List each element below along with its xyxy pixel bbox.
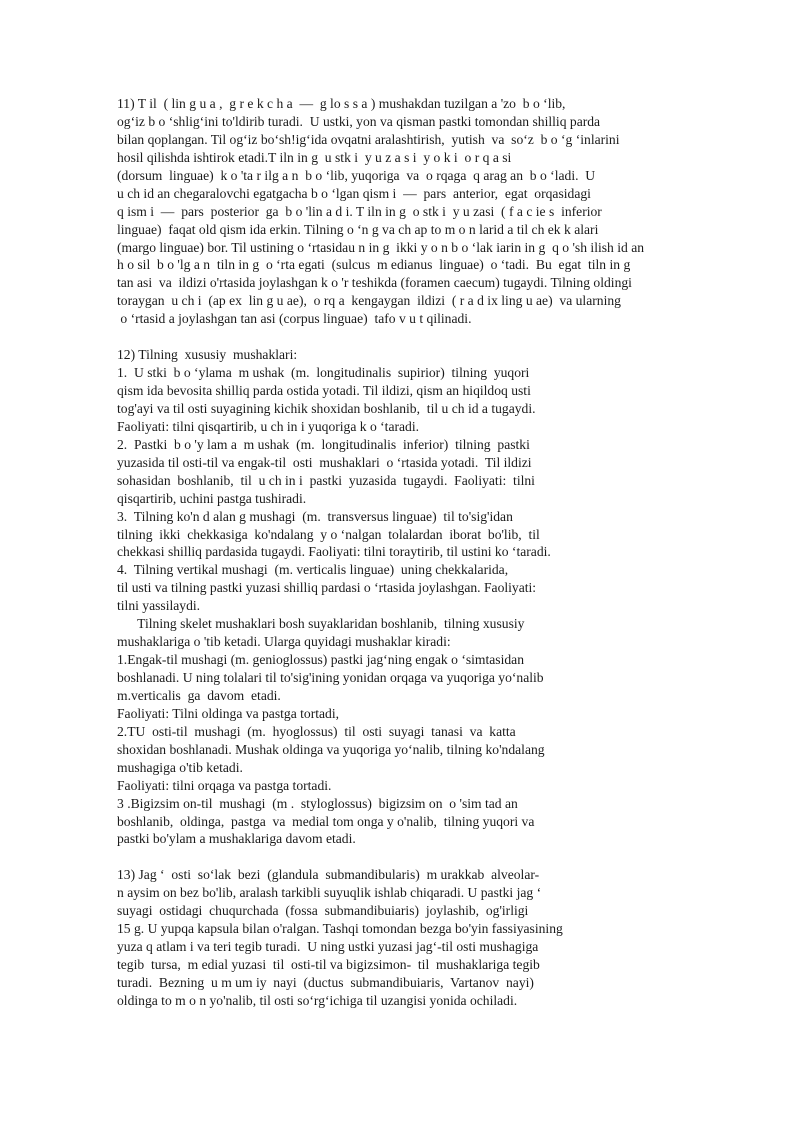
text-line: 15 g. U yupqa kapsula bilan o'ralgan. Tashqi tomondan bezga bo'yin fassiyasining (117, 921, 563, 937)
text-line: m.verticalis ga davom etadi. (117, 687, 281, 703)
text-line: hosil qilishda ishtirok etadi.T iln in g u stk i y u z a s i y o k i o r q a si (117, 149, 512, 165)
document-page (117, 95, 757, 1010)
text-line: o ‘rtasid a joylashgan tan asi (corpus linguae) tafo v u t qilinadi. (117, 311, 472, 327)
text-line: 4. Tilning vertikal mushagi (m. verticalis linguae) uning chekkalarida, (117, 562, 509, 578)
text-line: chekkasi shilliq pardasida tugaydi. Faoliyati: tilni toraytirib, til ustini ko ‘taradi. (117, 544, 551, 560)
text-line: 3 .Bigizsim on-til mushagi (m . styloglossus) bigizsim on o 'sim tad an (117, 795, 518, 811)
text-line: Faoliyati: tilni qisqartirib, u ch in i yuqoriga k o ‘taradi. (117, 418, 420, 434)
text-line: qism ida bevosita shilliq parda ostida yotadi. Til ildizi, qism an hiqildoq usti (117, 383, 531, 398)
text-line: linguae) faqat old qism ida erkin. Tilning o ‘n g va ch ap to m o n larid a til ch ek k alari (117, 221, 599, 237)
text-line: pastki bo'ylam a mushaklariga davom etadi. (117, 831, 356, 847)
text-line: yuzasida til osti-til va engak-til osti mushaklari o ‘rtasida yotadi. Til ildizi (117, 454, 532, 470)
section-12 (117, 346, 757, 848)
text-line: h o sil b o 'lg a n tiln in g o ‘rta egati (sulcus m edianus linguae) o ‘tadi. Bu egat tiln in g (117, 257, 631, 273)
text-line: 2. Pastki b o 'y lam a m ushak (m. longitudinalis inferior) tilning pastki (117, 436, 530, 452)
paragraph-gap (117, 848, 757, 866)
text-line: toraygan u ch i (ap ex lin g u ae), o rq a kengaygan ildizi ( r a d ix ling u ae) va ularning (117, 293, 621, 309)
text-line: 1. U stki b o ‘ylama m ushak (m. longitudinalis supirior) tilning yuqori (117, 365, 530, 381)
text-line: yuza q atlam i va teri tegib turadi. U ning ustki yuzasi jag‘-til osti mushagiga (117, 939, 539, 955)
paragraph-gap (117, 328, 757, 346)
text-line: 2.TU osti-til mushagi (m. hyoglossus) til osti suyagi tanasi va katta (117, 723, 516, 739)
text-line: og‘iz b o ‘shlig‘ini to'ldirib turadi. U ustki, yon va qisman pastki tomondan shilliq parda (117, 113, 601, 129)
text-line: 3. Tilning ko'n d alan g mushagi (m. transversus linguae) til to'sig'idan (117, 508, 513, 524)
text-line: n aysim on bez bo'lib, aralash tarkibli suyuqlik ishlab chiqaradi. U pastki jag ‘ (117, 885, 542, 901)
text-line: 12) Tilning xususiy mushaklari: (117, 347, 298, 363)
text-line: boshlanib, oldinga, pastga va medial tom onga y o'nalib, tilning yuqori va (117, 813, 535, 829)
text-line: qisqartirib, uchini pastga tushiradi. (117, 490, 307, 506)
text-line: tilni yassilaydi. (117, 598, 201, 614)
text-line: oldinga to m o n yo'nalib, til osti so‘rg‘ichiga til uzangisi yonida ochiladi. (117, 992, 518, 1008)
text-line: q ism i — pars posterior ga b o 'lin a d i. T iln in g o stk i y u zasi ( f a c ie s inferior (117, 203, 602, 219)
text-line: 11) T il ( lin g u a , g r e k c h a — g lo s s a ) mushakdan tuzilgan a 'zo b o ‘lib, (117, 96, 566, 111)
text-line: mushaklariga o 'tib ketadi. Ularga quyidagi mushaklar kiradi: (117, 634, 451, 650)
text-line: tog'ayi va til osti suyagining kichik shoxidan boshlanib, til u ch id a tugaydi. (117, 400, 536, 416)
text-line: tilning ikki chekkasiga ko'ndalang y o ‘nalgan tolalardan iborat bo'lib, til (117, 526, 540, 542)
text-line: tan asi va ildizi o'rtasida joylashgan k o 'r teshikda (foramen caecum) tugaydi. Tilning oldingi (117, 275, 632, 291)
text-line: 13) Jag ‘ osti so‘lak bezi (glandula submandibularis) m urakkab alveolar- (117, 867, 540, 883)
text-line: Tilning skelet mushaklari bosh suyaklaridan boshlanib, tilning xususiy (117, 616, 525, 632)
text-line: Faoliyati: Tilni oldinga va pastga tortadi, (117, 705, 340, 721)
section-13 (117, 866, 757, 1010)
text-line: suyagi ostidagi chuqurchada (fossa submandibuiaris) joylashib, og'irligi (117, 903, 529, 919)
text-line: tegib tursa, m edial yuzasi til osti-til va bigizsimon- til mushaklariga tegib (117, 957, 540, 972)
text-line: mushagiga o'tib ketadi. (117, 759, 243, 775)
section-11 (117, 95, 757, 328)
text-line: turadi. Bezning u m um iy nayi (ductus submandibuiaris, Vartanov nayi) (117, 974, 534, 990)
text-line: boshlanadi. U ning tolalari til to'sig'ining yonidan orqaga va yuqoriga yo‘nalib (117, 670, 544, 685)
text-line: u ch id an chegaralovchi egatgacha b o ‘lgan qism i — pars anterior, egat orqasidagi (117, 185, 591, 201)
text-line: 1.Engak-til mushagi (m. genioglossus) pastki jag‘ning engak o ‘simtasidan (117, 652, 524, 668)
text-line: (margo linguae) bor. Til ustining o ‘rtasidau n in g ikki y o n b o ‘lak iarin in g q o 'sh ilish id an (117, 239, 645, 255)
text-line: shoxidan boshlanadi. Mushak oldinga va yuqoriga yo‘nalib, tilning ko'ndalang (117, 741, 545, 757)
text-line: sohasidan boshlanib, til u ch in i pastki yuzasida tugaydi. Faoliyati: tilni (117, 472, 535, 488)
text-line: (dorsum linguae) k o 'ta r ilg a n b o ‘lib, yuqoriga va o rqaga q arag an b o ‘ladi. U (117, 167, 596, 183)
text-line: bilan qoplangan. Til og‘iz bo‘sh!ig‘ida ovqatni aralashtirish, yutish va so‘z b o ‘g ‘inlarini (117, 131, 620, 147)
text-line: til usti va tilning pastki yuzasi shilliq pardasi o ‘rtasida joylashgan. Faoliyati: (117, 580, 537, 596)
text-line: Faoliyati: tilni orqaga va pastga tortadi. (117, 777, 332, 793)
